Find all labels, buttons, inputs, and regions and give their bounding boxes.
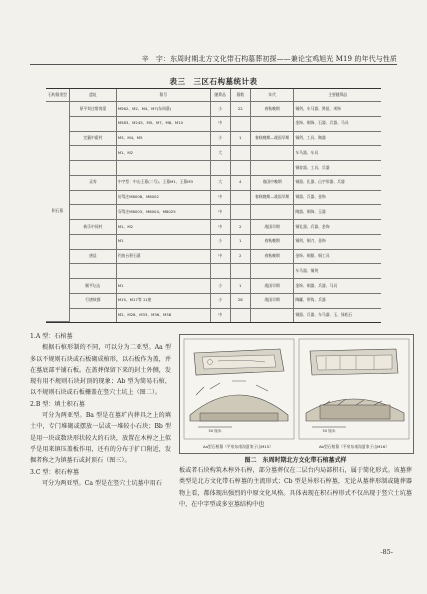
- table-cell-tombs: M2、M28、M33、M36、M38: [116, 308, 210, 322]
- table-cell-count: 28: [230, 293, 250, 308]
- table-cell-site: 定襄中霍村: [69, 131, 116, 146]
- table-cell-scale: 小: [210, 131, 230, 146]
- table-cell-era: 春秋晚期: [250, 234, 294, 249]
- table-row: [46, 175, 381, 190]
- table-row: [46, 293, 381, 308]
- table-cell-era: [250, 264, 294, 279]
- table-row: [46, 264, 381, 279]
- table-cell-scale: [210, 161, 230, 176]
- table-row: [46, 161, 381, 176]
- table-cell-era: [250, 146, 294, 161]
- table-cell-tombs: M1、M2: [116, 146, 210, 161]
- table-cell-era: [250, 308, 294, 322]
- table-row: [46, 249, 381, 264]
- table-cell-count: 4: [230, 175, 250, 190]
- table-cell-tombs: M1、M2: [116, 220, 210, 235]
- table-header-cell: 年代: [250, 89, 294, 102]
- table-cell-count: 2: [230, 220, 250, 235]
- table-header-cell: 遗址: [69, 89, 116, 102]
- table-cell-scale: [210, 264, 230, 279]
- table-cell-goods: 铜器、兵器、车马器、玉、绿松石: [294, 308, 381, 322]
- table-cell-site: [69, 205, 116, 220]
- table-cell-count: 1: [230, 279, 250, 294]
- table-row: [46, 116, 381, 131]
- table-cell-count: 22: [230, 102, 250, 117]
- table-cell-count: 2: [230, 249, 250, 264]
- paragraph: 板或者石块构筑木椁外石椁，部分墓葬仅在二层台内局部积石，属于简化形式。该墓葬类型是北方文化带石椁墓的主流形式；Cb 型是异形石椁墓，无论从墓葬形制或随葬器物上看，都体现出强烈的中原文化风格。具体表现在积石椁形式不仅出现于竖穴土坑墓中，在中字型或多室墓结构中也: [179, 467, 412, 508]
- right-column-text: [179, 465, 412, 510]
- table-cell-scale: 小: [210, 102, 230, 117]
- table-cell-goods: 铜器、礼器、山字形器、兵器: [294, 175, 381, 190]
- table-row: [46, 220, 381, 235]
- table-cell-tombs: M1: [116, 279, 210, 294]
- table-cell-tombs: [116, 264, 210, 279]
- table-title: 表三 三区石构墓统计表: [169, 77, 258, 86]
- table-cell-tombs: [116, 161, 210, 176]
- table-cell-site: [69, 161, 116, 176]
- table-cell-goods: 铜剑、铜刀、金饰: [294, 234, 381, 249]
- panel-a-plan: [194, 349, 284, 375]
- table-cell-tombs: 穿驾庄M8003、M8004、M8025: [116, 205, 210, 220]
- table-row: [46, 279, 381, 294]
- table-header-cell: 墓号: [116, 89, 210, 102]
- table-cell-scale: 小: [210, 279, 230, 294]
- table-cell-goods: 铜容器、工具、兵器: [294, 161, 381, 176]
- table-cell-goods: 金饰、铜饰、石器、兵器、马具: [294, 116, 381, 131]
- table-header-cell: 石构墓类型: [46, 89, 69, 102]
- table-cell-scale: 小: [210, 293, 230, 308]
- table-cell-count: [230, 308, 250, 322]
- table-cell-scale: 大: [210, 175, 230, 190]
- table-row: [46, 102, 381, 117]
- table-cell-scale: 中: [210, 116, 230, 131]
- table-header-row: [46, 89, 381, 102]
- table-cell-count: [230, 116, 250, 131]
- table-cell-goods: 陶器、铜饰、玉器: [294, 205, 381, 220]
- running-header: 辛 宇：东周时期北方文化带石构墓葬初探——兼论宝鸡旭光 M19 的年代与性质: [141, 55, 397, 63]
- table-cell-goods: 陶罐、带钩、兵器: [294, 293, 381, 308]
- table-cell-goods: 金饰、铜鼎、铜工具: [294, 249, 381, 264]
- panel-a-label: Aa型石棺墓（平泉东南沟夏家子山M15）: [203, 444, 273, 449]
- table-cell-count: 1: [230, 234, 250, 249]
- table-cell-tombs: M3、M4、M5: [116, 131, 210, 146]
- table-cell-era: 战国早期: [250, 220, 294, 235]
- table-cell-goods: 铜剑、工具、陶器: [294, 131, 381, 146]
- table-cell-scale: 小: [210, 234, 230, 249]
- table-cell-era: 春秋晚期: [250, 102, 294, 117]
- figure-caption: 图二 东周时期北方文化带石棺墓式样: [244, 457, 347, 464]
- table-row: [46, 205, 381, 220]
- table-cell-tombs: 钓鱼台积石墓: [116, 249, 210, 264]
- table-cell-count: [230, 161, 250, 176]
- table-cell-count: 1: [230, 131, 250, 146]
- table-cell-site: [69, 190, 116, 205]
- table-cell-site: [69, 234, 116, 249]
- table-cell-site: [69, 116, 116, 131]
- table-cell-count: [230, 264, 250, 279]
- section-heading: 3.C 型：积石椁墓: [30, 468, 79, 476]
- statistics-table: [46, 88, 381, 323]
- panel-a-scale-label: 50 厘米: [208, 429, 222, 433]
- table-cell-era: 战国早期: [250, 279, 294, 294]
- page-number: -85-: [380, 548, 393, 556]
- table-cell-site: 行唐故郡: [69, 293, 116, 308]
- table-cell-scale: 中: [210, 249, 230, 264]
- table-cell-era: 春秋晚期—战国早期: [250, 131, 294, 146]
- table-cell-scale: 中: [210, 308, 230, 322]
- table-row: [46, 190, 381, 205]
- table-cell-site: 唐县: [69, 249, 116, 264]
- table-cell-site: [69, 264, 116, 279]
- table-cell-era: 战国早期: [250, 293, 294, 308]
- table-cell-site: 顺平坛山: [69, 279, 116, 294]
- table-cell-site: [69, 308, 116, 322]
- table-cell-scale: 大: [210, 146, 230, 161]
- table-cell-scale: 中: [210, 190, 230, 205]
- figure-2-drawing: [180, 335, 413, 453]
- panel-b-scale-label: 50 厘米: [322, 429, 336, 433]
- panel-b-plan: [310, 349, 398, 375]
- table-cell-tombs: 中字型：中山王墓(二号)、王墓M1、王墓M3: [116, 175, 210, 190]
- table-cell-scale: 中: [210, 205, 230, 220]
- table-cell-tombs: M562、M2、M4、M7(东周墓): [116, 102, 210, 117]
- table-cell-tombs: 访驾庄M8008、M8002: [116, 190, 210, 205]
- paragraph: 可分为两亚型。Ba 型是在墓圹内葬具之上的填土中，专门堆砌或摆放一层或一堆较小石块；Bb 型是用一块或数块形状较大的石块，放置在木椁之上似乎是用来镇压盖板作用，还有的分布于扩口附近，发掘者称之为镇墓石或封顶石（图三）。: [30, 412, 171, 465]
- left-column-text: [30, 331, 171, 489]
- panel-b-label: Ab型石棺墓（平泉东南沟夏家子山M16）: [318, 444, 390, 449]
- table-cell-goods: 车马器、铜剑: [294, 264, 381, 279]
- table-cell-era: 战国中晚期: [250, 175, 294, 190]
- tomb-type-cell: 积石墓: [46, 102, 69, 322]
- table-header-cell: 主要随葬品: [294, 89, 381, 102]
- table-cell-era: [250, 205, 294, 220]
- table-cell-site: 灵寿: [69, 175, 116, 190]
- paragraph: 根据石棺形制的不同，可以分为二亚型。Aa 型多以不规则石块或石板砌成棺形，以石板作为盖，并在墓底部平铺石板。在盖葬保留下来的封土外侧，发现有用不规则石块封顶的现象；Ab 型为简易石棺，以不规则石块或石板栅盖在竖穴土坑上（图二）。: [30, 344, 171, 397]
- table-cell-tombs: M583、M245、M5、M7、M8、M10: [116, 116, 210, 131]
- table-header-cell: 墓数: [230, 89, 250, 102]
- table-cell-era: 春秋晚期: [250, 249, 294, 264]
- table-row: [46, 234, 381, 249]
- section-heading: 2.B 型：填土积石墓: [30, 400, 85, 408]
- table-row: [46, 308, 381, 322]
- table-cell-goods: 铜礼器、兵器、金饰: [294, 220, 381, 235]
- panel-b-section: [306, 399, 404, 427]
- table-cell-goods: 铜器、兵器、金饰: [294, 190, 381, 205]
- table-row: [46, 131, 381, 146]
- table-cell-goods: 金饰、铜器、兵器、马具: [294, 279, 381, 294]
- table-cell-site: [69, 146, 116, 161]
- table-cell-goods: 铜剑、车马器、鼻钮、项饰: [294, 102, 381, 117]
- figure-2: [179, 334, 414, 454]
- table-cell-goods: 车马器、车具: [294, 146, 381, 161]
- header-rule: [30, 64, 397, 65]
- table-cell-count: [230, 146, 250, 161]
- paragraph: 可分为两亚型。Ca 型是在竖穴土坑墓中用石: [42, 479, 162, 487]
- table-cell-era: [250, 161, 294, 176]
- table-cell-era: 春秋晚期—战国早期: [250, 190, 294, 205]
- table-cell-era: [250, 116, 294, 131]
- table-cell-count: [230, 205, 250, 220]
- table-cell-count: [230, 190, 250, 205]
- panel-a-section: [190, 381, 288, 427]
- table-cell-tombs: M1: [116, 234, 210, 249]
- section-heading: 1.A 型：石棺墓: [30, 333, 73, 340]
- table-cell-site: 原平刘庄塔岗梁: [69, 102, 116, 117]
- table-cell-site: 新乐中同村: [69, 220, 116, 235]
- table-row: [46, 146, 381, 161]
- table-cell-tombs: M15、M17等 11座: [116, 293, 210, 308]
- table-header-cell: 随葬品: [210, 89, 230, 102]
- table-cell-scale: 中: [210, 220, 230, 235]
